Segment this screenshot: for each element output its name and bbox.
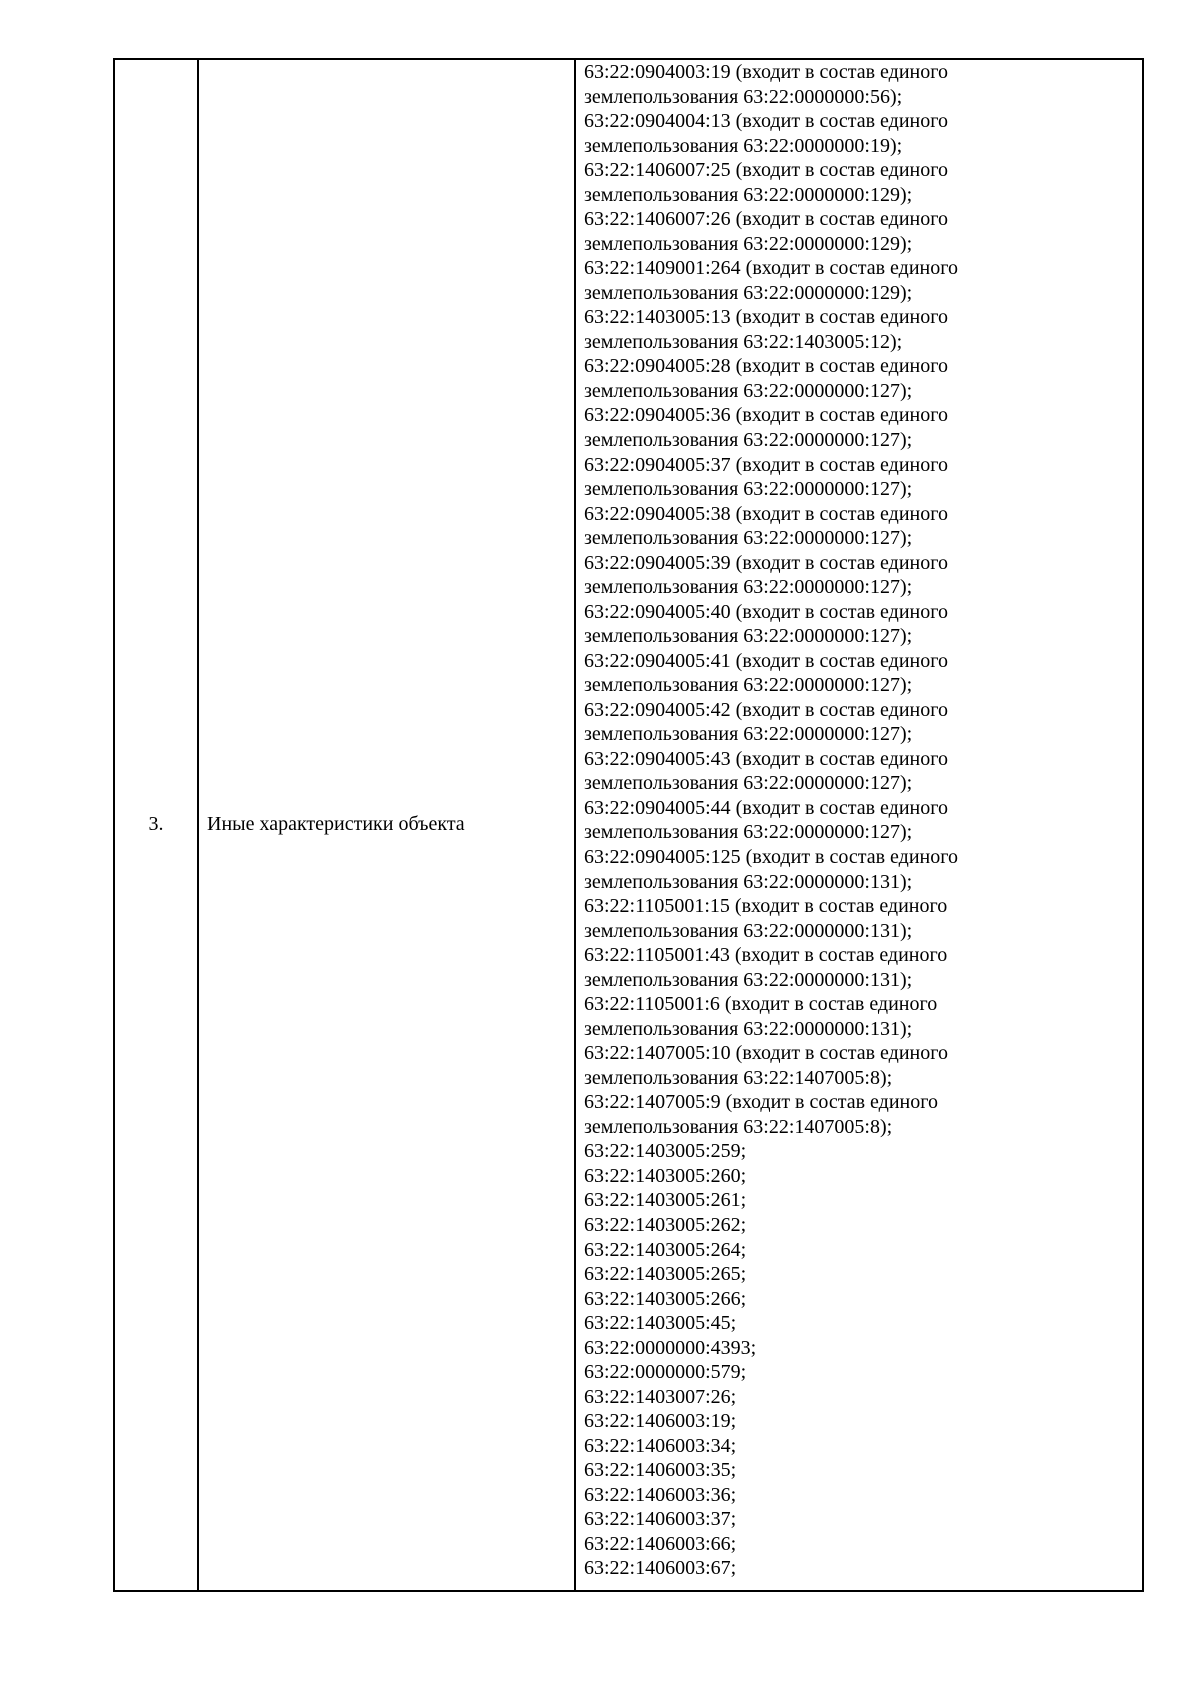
cadastral-line: 63:22:1409001:264 (входит в состав единого (584, 257, 958, 280)
cadastral-line: землепользования 63:22:0000000:19); (584, 134, 903, 157)
cadastral-line: 63:22:1403005:264; (584, 1238, 747, 1261)
cadastral-line: 63:22:0904005:38 (входит в состав единого (584, 502, 948, 525)
row-value-cell (576, 60, 1142, 1590)
cadastral-line: 63:22:0904005:42 (входит в состав единого (584, 698, 948, 721)
cadastral-line: землепользования 63:22:0000000:127); (584, 723, 913, 746)
cadastral-line: землепользования 63:22:0000000:127); (584, 379, 913, 402)
cadastral-line: землепользования 63:22:0000000:131); (584, 870, 913, 893)
cadastral-line: 63:22:1407005:9 (входит в состав единого (584, 1091, 938, 1114)
cadastral-line: 63:22:0904005:125 (входит в состав единого (584, 846, 958, 868)
cadastral-line: 63:22:0904005:39 (входит в состав единого (584, 551, 948, 574)
cadastral-line: 63:22:1403005:259; (584, 1140, 747, 1163)
cadastral-line: землепользования 63:22:0000000:129); (584, 183, 913, 206)
row-label-cell (199, 60, 576, 1590)
cadastral-line: землепользования 63:22:1403005:12); (584, 330, 903, 353)
cadastral-line: землепользования 63:22:0000000:129); (584, 281, 913, 304)
cadastral-line: 63:22:0904005:28 (входит в состав единого (584, 355, 948, 378)
cadastral-line: 63:22:0904005:41 (входит в состав единого (584, 649, 948, 672)
cadastral-line: землепользования 63:22:0000000:127); (584, 478, 913, 501)
cadastral-line: 63:22:0000000:579; (584, 1361, 747, 1384)
cadastral-line: 63:22:1407005:10 (входит в состав единого (584, 1042, 948, 1065)
cadastral-line: 63:22:1403007:26; (584, 1385, 737, 1408)
cadastral-line: землепользования 63:22:1407005:8); (584, 1115, 893, 1138)
cadastral-line: 63:22:0904005:36 (входит в состав единого (584, 404, 948, 427)
cadastral-line: 63:22:1105001:15 (входит в состав единого (584, 895, 948, 918)
cadastral-line: 63:22:0904004:13 (входит в состав единого (584, 110, 948, 133)
cadastral-line: 63:22:1406003:66; (584, 1532, 737, 1555)
cadastral-line: 63:22:0904003:19 (входит в состав единого (584, 61, 948, 83)
cadastral-line: землепользования 63:22:0000000:127); (584, 428, 913, 451)
cadastral-line: 63:22:1406003:37; (584, 1508, 737, 1531)
cadastral-line: 63:22:1105001:43 (входит в состав единого (584, 944, 948, 967)
cadastral-line: землепользования 63:22:0000000:56); (584, 85, 903, 108)
cadastral-line: землепользования 63:22:0000000:131); (584, 919, 913, 942)
cadastral-line: землепользования 63:22:0000000:131); (584, 968, 913, 991)
cadastral-line: 63:22:1406007:26 (входит в состав единого (584, 208, 948, 231)
cadastral-line: 63:22:1406003:34; (584, 1434, 737, 1457)
cadastral-line: 63:22:0904005:40 (входит в состав единого (584, 600, 948, 623)
cadastral-line: 63:22:1403005:45; (584, 1312, 737, 1335)
cadastral-line: 63:22:1406003:36; (584, 1483, 737, 1506)
cadastral-line: землепользования 63:22:0000000:127); (584, 772, 913, 795)
cadastral-line: 63:22:0904005:44 (входит в состав единого (584, 796, 948, 819)
cadastral-line: 63:22:1403005:266; (584, 1287, 747, 1310)
cadastral-line: 63:22:1403005:262; (584, 1213, 747, 1236)
cadastral-line: землепользования 63:22:0000000:127); (584, 625, 913, 648)
cadastral-line: землепользования 63:22:0000000:131); (584, 1017, 913, 1040)
cadastral-line: 63:22:1105001:6 (входит в состав единого (584, 993, 938, 1016)
cadastral-number-list (584, 60, 1138, 1581)
row-label: Иные характеристики объекта (207, 813, 465, 835)
cadastral-line: 63:22:0904005:43 (входит в состав единого (584, 747, 948, 770)
cadastral-line: 63:22:1406003:67; (584, 1557, 737, 1580)
cadastral-line: 63:22:1406007:25 (входит в состав единого (584, 159, 948, 182)
cadastral-line: 63:22:0000000:4393; (584, 1336, 757, 1359)
row-number-cell (115, 60, 199, 1590)
cadastral-line: 63:22:1403005:261; (584, 1189, 747, 1212)
row-number: 3. (148, 813, 164, 835)
cadastral-line: землепользования 63:22:0000000:127); (584, 527, 913, 550)
cadastral-line: землепользования 63:22:0000000:129); (584, 232, 913, 255)
cadastral-line: землепользования 63:22:0000000:127); (584, 674, 913, 697)
cadastral-line: землепользования 63:22:0000000:127); (584, 576, 913, 599)
cadastral-line: 63:22:1406003:19; (584, 1410, 737, 1433)
cadastral-line: 63:22:1406003:35; (584, 1459, 737, 1482)
cadastral-line: землепользования 63:22:1407005:8); (584, 1066, 893, 1089)
cadastral-line: 63:22:1403005:265; (584, 1263, 747, 1286)
document-table (113, 58, 1144, 1592)
cadastral-line: 63:22:1403005:260; (584, 1164, 747, 1187)
cadastral-line: 63:22:0904005:37 (входит в состав единого (584, 453, 948, 476)
cadastral-line: землепользования 63:22:0000000:127); (584, 821, 913, 844)
cadastral-line: 63:22:1403005:13 (входит в состав единого (584, 306, 948, 329)
